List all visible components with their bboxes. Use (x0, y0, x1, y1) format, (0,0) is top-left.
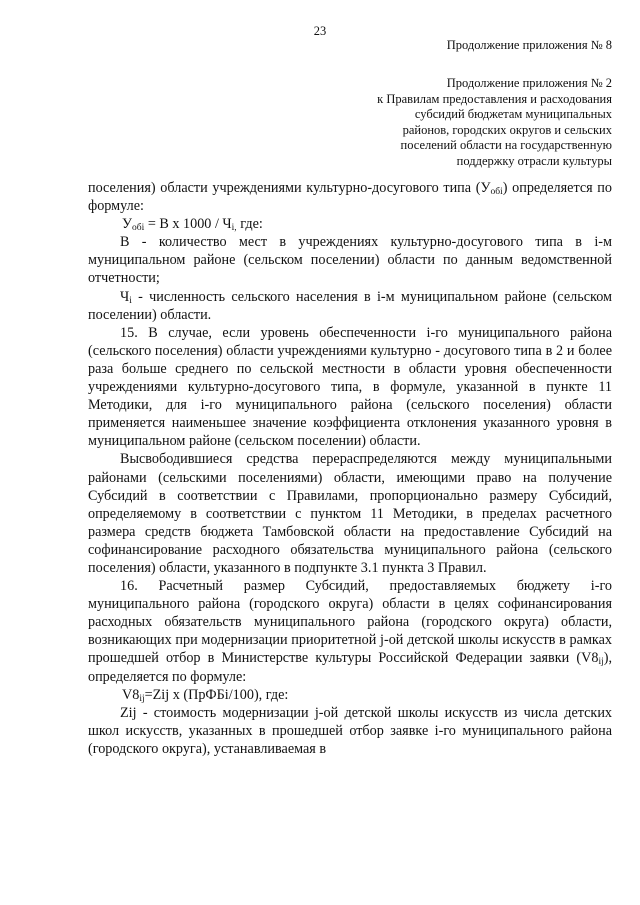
paragraph-15: 15. В случае, если уровень обеспеченности i-го муниципального района (сельского поселения) области учреждениями культурно - досугового типа в 2 и более раза больше среднего по сельской местности в области уровня обеспеченности учреждениями культурно-досугового типа, в формуле, указанной в пункте 11 Методики, для i-го муниципального района (сельского поселения) области применяется наименьшее значение коэффициента отклонения указанного уровня в муниципальном районе (сельском поселении) области. (88, 324, 612, 450)
appendix-heading-line: Продолжение приложения № 2 (446, 76, 612, 90)
definition-b: В - количество мест в учреждениях культурно-досугового типа в i-м муниципальном районе (сельском поселении) области по данным ведомственной отчетности; (88, 234, 612, 287)
appendix-heading-line: поселений области на государственную (400, 138, 612, 153)
intro-paragraph: поселения) области учреждениями культурно-досугового типа $(У_{обi})$ определяется по формуле: (88, 180, 612, 215)
appendix-continuation-note: Продолжение приложения № 8 (446, 38, 612, 52)
appendix-heading-line: к Правилам предоставления и расходования (377, 91, 612, 106)
formula-uobi: $У_{обi} = В$ х $1000 / Ч_{i,}$ где: (122, 216, 263, 234)
appendix-heading-block (377, 76, 612, 170)
appendix-heading-line: поддержку отрасли культуры (456, 153, 612, 168)
page-number: 23 (313, 24, 327, 38)
document-body (88, 179, 612, 758)
appendix-heading-line: субсидий бюджетам муниципальных (414, 107, 612, 122)
definition-ch: $Ч_i$ - численность сельского населения в i-м муниципальном районе (сельском поселении) области. (88, 288, 612, 323)
formula-v8ij: $V8_{ij}=Zij$ х (ПрФБi/100), где: (122, 686, 289, 704)
paragraph-released-funds: Высвободившиеся средства перераспределяются между муниципальными районами (сельскими поселениями) области, имеющими право на получение Субсидий в соответствии с Правилами, пропорционально размеру Субсидий, определяемому в соответствии с пунктом 11 Методики, в пределах расчетного размера средств бюджета Тамбовской области на предоставление Субсидий на софинансирование расходного обязательства муниципального района (сельского поселения) области, указанного в подпункте 3.1 пункта 3 Правил. (88, 451, 612, 576)
paragraph-16: 16. Расчетный размер Субсидий, предоставляемых бюджету i-го муниципального района (городского округа) области в целях софинансирования расходных обязательств муниципального района (городского округа) области, возникающих при модернизации приоритетной j-ой детской школы искусств в рамках прошедшей отбор в Министерстве культуры Российской Федерации заявки $(V8_{ij})$, определяется по формуле: (88, 578, 612, 685)
appendix-heading-line: районов, городских округов и сельских (402, 122, 612, 137)
definition-zij: Zij - стоимость модернизации j-ой детской школы искусств из числа детских школ искусств, указанных в прошедшей отбор заявке i-го муниципального района (городского округа), устанавливаемая в (88, 704, 612, 757)
